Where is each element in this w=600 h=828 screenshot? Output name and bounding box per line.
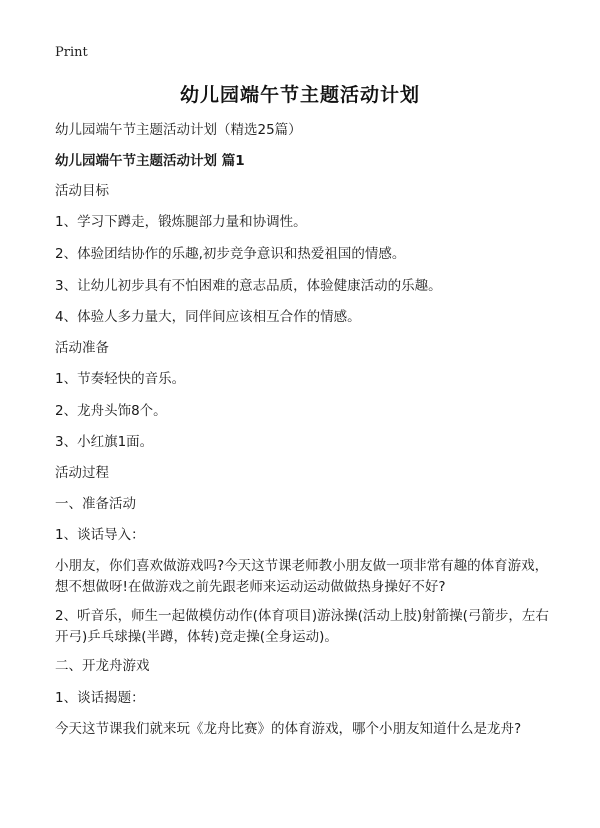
subtitle-line: 幼儿园端午节主题活动计划（精选25篇） bbox=[55, 122, 302, 138]
paragraph: 1、谈话揭题： bbox=[55, 690, 145, 706]
print-label[interactable]: Print bbox=[55, 45, 88, 60]
document-title: 幼儿园端午节主题活动计划 bbox=[179, 84, 420, 106]
paragraph: 1、谈话导入： bbox=[55, 527, 145, 543]
paragraph: 二、开龙舟游戏 bbox=[55, 658, 150, 674]
paragraph: 2、龙舟头饰8个。 bbox=[55, 403, 167, 419]
paragraph: 2、体验团结协作的乐趣,初步竞争意识和热爱祖国的情感。 bbox=[55, 246, 406, 262]
paragraph: 4、体验人多力量大，同伴间应该相互合作的情感。 bbox=[55, 309, 361, 325]
paragraph: 1、学习下蹲走，锻炼腿部力量和协调性。 bbox=[55, 214, 307, 230]
paragraph: 3、让幼儿初步具有不怕困难的意志品质，体验健康活动的乐趣。 bbox=[55, 278, 442, 294]
paragraph: 活动过程 bbox=[55, 465, 109, 481]
paragraph: 小朋友，你们喜欢做游戏吗?今天这节课老师教小朋友做一项非常有趣的体育游戏，想不想做呀!在做游戏之前先跟老师来运动运动做做热身操好不好? bbox=[55, 558, 549, 595]
paragraph: 2、听音乐，师生一起做模仿动作(体育项目)游泳操(活动上肢)射箭操(弓箭步，左右开弓)乒乓球操(半蹲，体转)竞走操(全身运动)。 bbox=[55, 608, 549, 645]
paragraph: 活动准备 bbox=[55, 340, 109, 356]
paragraph: 活动目标 bbox=[55, 183, 109, 199]
paragraph: 一、准备活动 bbox=[55, 496, 136, 512]
paragraph: 3、小红旗1面。 bbox=[55, 434, 154, 450]
paragraph: 1、节奏轻快的音乐。 bbox=[55, 371, 186, 387]
paragraph: 今天这节课我们就来玩《龙舟比赛》的体育游戏，哪个小朋友知道什么是龙舟? bbox=[55, 721, 522, 737]
section-heading: 幼儿园端午节主题活动计划 篇1 bbox=[55, 153, 245, 169]
